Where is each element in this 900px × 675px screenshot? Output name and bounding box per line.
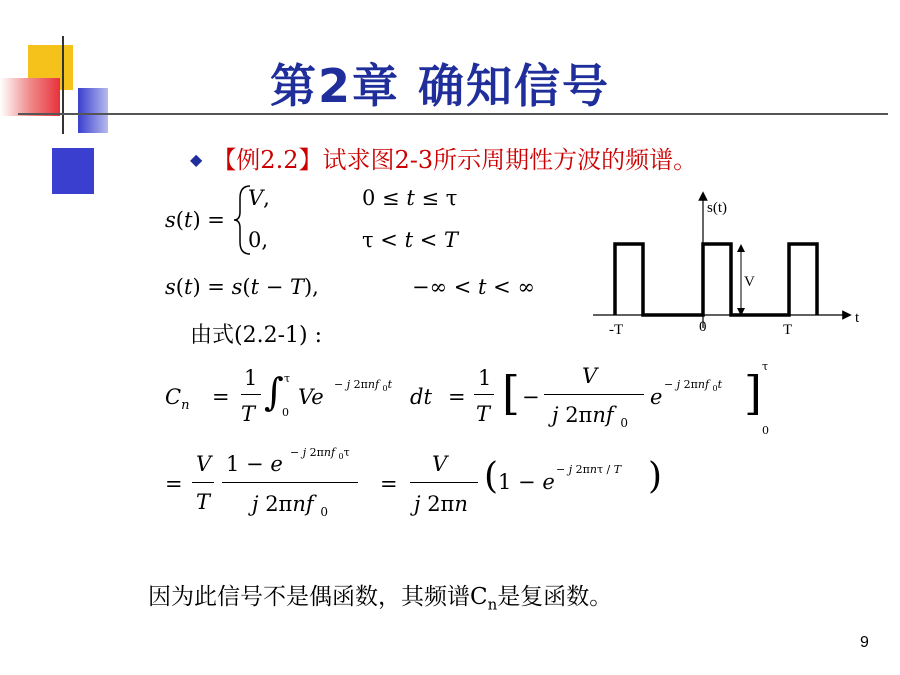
square-wave-figure: [585, 188, 875, 338]
square-wave: [615, 244, 817, 315]
periodicity-equation: s(t) = s(t − T),: [165, 275, 319, 299]
tick-label-neg-T: -T: [609, 322, 624, 338]
case-2-condition: τ < t < T: [362, 228, 458, 252]
title-underline: [18, 113, 888, 115]
deco-blue-square: [52, 148, 94, 194]
periodicity-range: −∞ < t < ∞: [412, 275, 535, 299]
conclusion-suffix: 是复函数。: [497, 584, 613, 610]
example-text: 【例2.2】试求图2-3所示周期性方波的频谱。: [212, 146, 698, 174]
deco-blue-gradient: [78, 88, 108, 133]
diamond-bullet-icon: ◆: [190, 150, 203, 169]
x-axis-label: t: [855, 310, 860, 326]
derivation-label: 由式(2.2-1) :: [190, 323, 322, 348]
case-1-condition: 0 ≤ t ≤ τ: [362, 186, 458, 210]
equation-lhs: s(t) =: [165, 208, 225, 232]
deco-red-gradient: [0, 78, 60, 116]
conclusion-prefix: 因为此信号不是偶函数，其频谱C: [148, 584, 488, 610]
case-1-value: V,: [248, 186, 270, 210]
conclusion-subscript: n: [487, 595, 498, 614]
tick-label-zero: 0: [699, 319, 707, 335]
y-axis-label: s(t): [707, 200, 727, 216]
example-statement: [190, 140, 697, 175]
conclusion-text: [148, 578, 612, 614]
tick-label-T: T: [783, 322, 793, 338]
amplitude-label: V: [744, 274, 755, 290]
deco-vertical-line: [62, 36, 64, 134]
page-number: 9: [860, 634, 869, 651]
slide-title: 第2章 确知信号: [270, 59, 611, 113]
case-2-value: 0,: [248, 228, 269, 252]
